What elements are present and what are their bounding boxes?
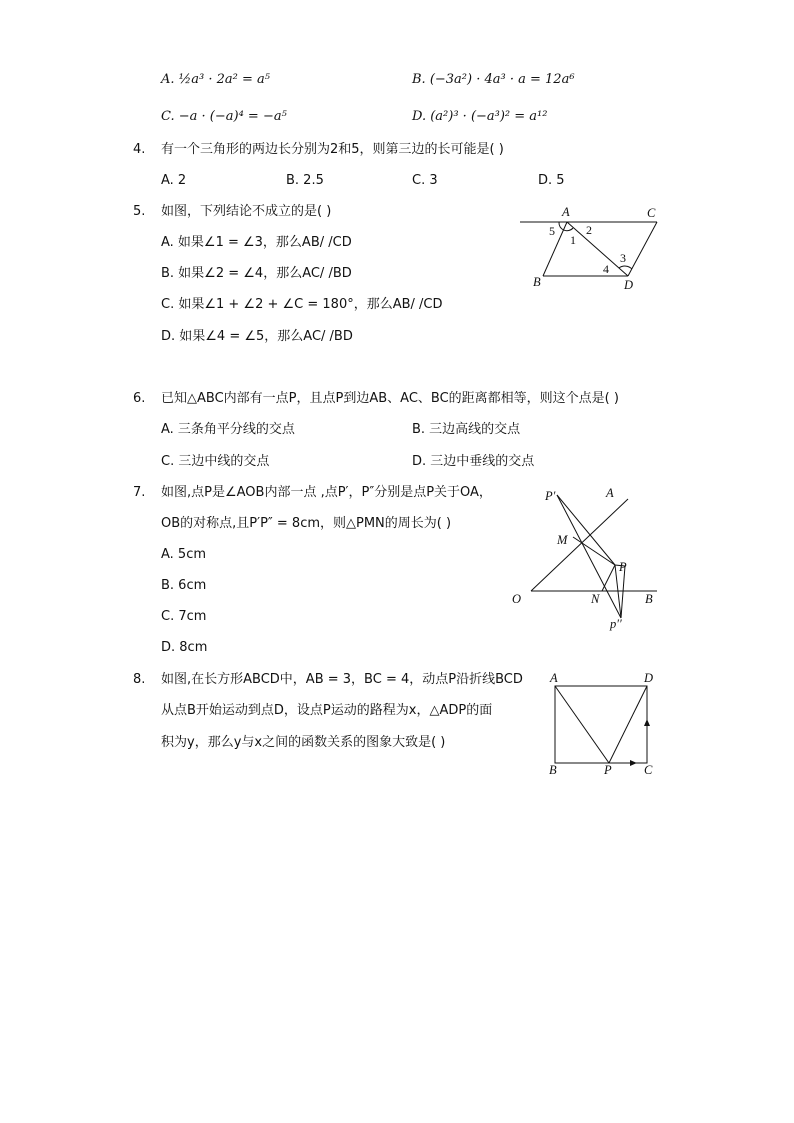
q4-stem: 有一个三角形的两边长分别为2和5，则第三边的长可能是( ) (161, 142, 504, 157)
q5-line-ad (567, 222, 628, 276)
q7-option-b: B. 6cm (161, 578, 207, 593)
q6-option-d: D. 三边中垂线的交点 (412, 454, 535, 469)
q7-option-c: C. 7cm (161, 609, 207, 624)
q5-line-cd (628, 222, 657, 276)
q6-number: 6. (133, 391, 146, 406)
q7-option-a: A. 5cm (161, 547, 207, 562)
q8-stem-line1: 如图,在长方形ABCD中，AB = 3，BC = 4，动点P沿折线BCD (161, 672, 523, 687)
q7-line-p1-p2 (557, 495, 621, 618)
q5-stem: 如图，下列结论不成立的是( ) (161, 204, 332, 219)
q7-line-p1-p (557, 495, 615, 565)
q5-number: 5. (133, 204, 146, 219)
q5-option-a: A. 如果∠1 = ∠3，那么AB/ /CD (161, 235, 352, 250)
q7-segment-np (602, 565, 615, 591)
q8-segment-dp (609, 686, 647, 763)
q3-option-b: B. (−3a²) · 4a³ · a = 12a⁶ (412, 72, 575, 87)
q5-label-3: 3 (620, 251, 626, 265)
q4-option-d: D. 5 (538, 173, 565, 188)
q8-figure (545, 670, 660, 780)
q7-ray-oa (531, 499, 628, 591)
q4-option-b: B. 2.5 (286, 173, 324, 188)
q5-label-1: 1 (570, 233, 576, 247)
q5-option-d: D. 如果∠4 = ∠5，那么AC/ /BD (161, 329, 353, 344)
q8-arrowhead-right (630, 760, 637, 766)
q3-option-c: C. −a · (−a)⁴ = −a⁵ (161, 109, 287, 124)
q5-label-4: 4 (603, 262, 609, 276)
q7-segment-mp (573, 537, 615, 565)
q7-figure (505, 485, 665, 635)
q4-option-c: C. 3 (412, 173, 438, 188)
q5-label-b: B (533, 275, 541, 289)
q7-label-o: O (512, 592, 522, 606)
q6-stem: 已知△ABC内部有一点P，且点P到边AB、AC、BC的距离都相等，则这个点是( ) (161, 391, 619, 406)
q7-label-m: M (557, 533, 568, 547)
q5-label-a: A (562, 205, 570, 219)
q8-stem-line2: 从点B开始运动到点D，设点P运动的路程为x，△ADP的面 (161, 703, 493, 718)
q8-segment-ap (555, 686, 609, 763)
q5-label-d: D (624, 278, 634, 292)
q7-option-d: D. 8cm (161, 640, 208, 655)
q8-label-d: D (644, 671, 654, 685)
q6-option-b: B. 三边高线的交点 (412, 422, 521, 437)
q7-label-n: N (591, 592, 600, 606)
q7-label-a: A (606, 486, 614, 500)
q8-label-p: P (604, 763, 612, 777)
q3-option-a: A. ½a³ · 2a² = a⁵ (161, 72, 270, 87)
q7-number: 7. (133, 485, 146, 500)
q7-label-p-prime: P′ (545, 489, 556, 503)
q4-number: 4. (133, 142, 146, 157)
q5-label-c: C (647, 206, 656, 220)
q7-label-b: B (645, 592, 653, 606)
q7-stem-line1: 如图,点P是∠AOB内部一点 ,点P′，P″分别是点P关于OA， (161, 485, 492, 500)
q8-arrowhead-up (644, 719, 650, 726)
q7-label-p-double-prime: p′′ (610, 617, 622, 631)
q5-option-b: B. 如果∠2 = ∠4，那么AC/ /BD (161, 266, 352, 281)
q6-option-a: A. 三条角平分线的交点 (161, 422, 295, 437)
q7-stem-line2: OB的对称点,且P′P″ = 8cm，则△PMN的周长为( ) (161, 516, 452, 531)
q8-number: 8. (133, 672, 146, 687)
q8-label-b: B (549, 763, 557, 777)
q3-option-d: D. (a²)³ · (−a³)² = a¹² (412, 109, 548, 124)
q7-label-p: P (619, 560, 627, 574)
q8-stem-line3: 积为y，那么y与x之间的函数关系的图象大致是( ) (161, 735, 446, 750)
q5-figure (515, 203, 665, 293)
q5-label-2: 2 (586, 223, 592, 237)
q5-label-5: 5 (549, 224, 555, 238)
q8-label-a: A (550, 671, 558, 685)
q4-option-a: A. 2 (161, 173, 187, 188)
q5-angle-arc-d (619, 266, 632, 269)
q8-label-c: C (644, 763, 653, 777)
q6-option-c: C. 三边中线的交点 (161, 454, 270, 469)
q5-option-c: C. 如果∠1 + ∠2 + ∠C = 180°，那么AB/ /CD (161, 297, 443, 312)
